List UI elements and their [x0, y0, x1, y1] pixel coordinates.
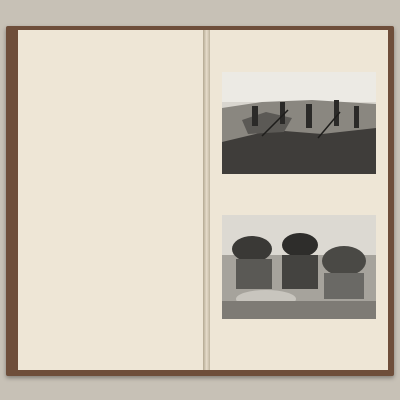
left-page: [18, 30, 204, 370]
top-photo-image: [222, 72, 376, 174]
bottom-photo: [222, 215, 376, 319]
bottom-photo-image: [222, 215, 376, 319]
right-page: [210, 30, 388, 370]
open-book: [6, 26, 394, 376]
top-photo: [222, 72, 376, 174]
